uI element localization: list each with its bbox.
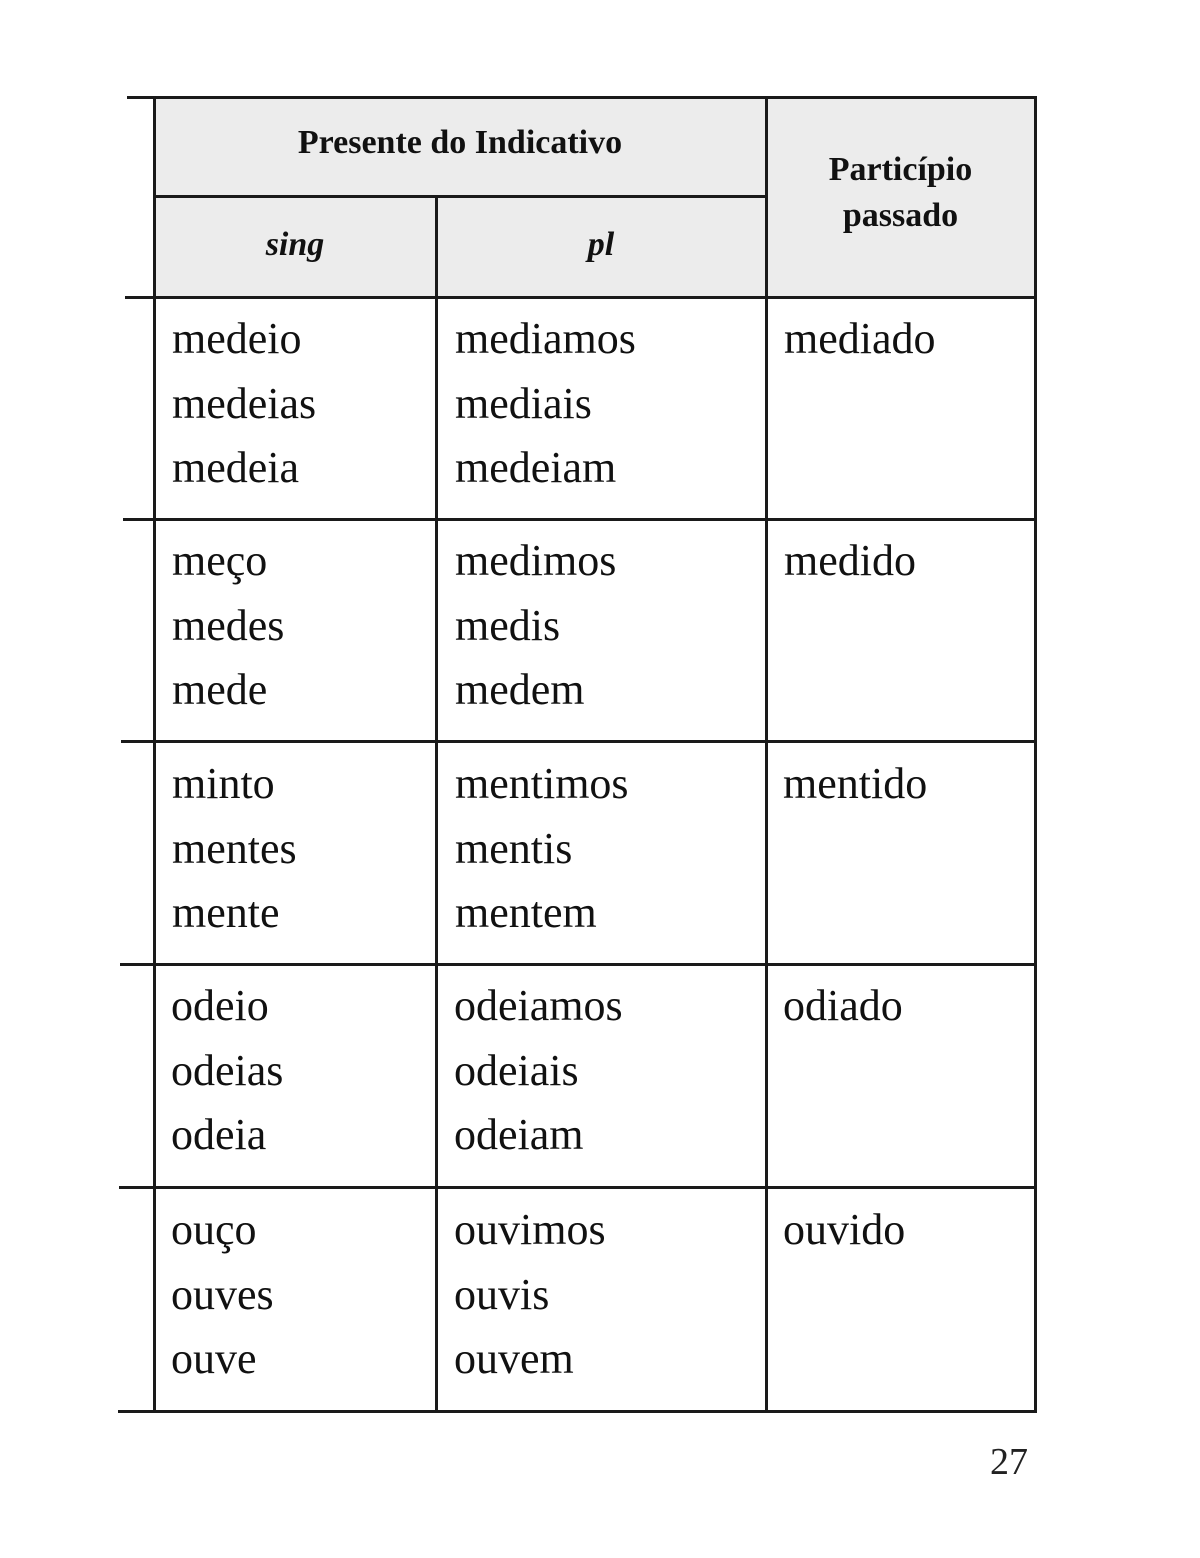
rule-row-2 [121, 740, 1037, 743]
verb-form: medem [455, 665, 585, 714]
rule-col-sing-pl [435, 195, 438, 1413]
row-2-participle [784, 529, 916, 594]
rule-col-right [1034, 96, 1037, 1413]
verb-form: medido [784, 536, 916, 585]
verb-form: odeiamos [454, 981, 623, 1030]
row-4-participle [783, 974, 903, 1039]
verb-form: medeias [172, 378, 317, 428]
row-4-plural [454, 974, 623, 1168]
verb-form: mentido [783, 759, 928, 808]
row-3-participle [783, 752, 927, 817]
verb-form: mente [172, 888, 280, 937]
verb-form: odeiais [454, 1045, 579, 1095]
verb-form: odeiam [454, 1110, 584, 1159]
verb-form: ouço [171, 1205, 257, 1254]
header-present-indicative: Presente do Indicativo [297, 124, 623, 161]
rule-row-4 [119, 1186, 1037, 1189]
verb-form: ouves [171, 1269, 274, 1319]
verb-form: medes [172, 600, 285, 650]
row-5-plural [454, 1198, 606, 1392]
verb-form: odeio [171, 981, 269, 1030]
header-participle-line2: passado [842, 197, 959, 234]
verb-form: ouve [171, 1334, 257, 1383]
row-2-singular [172, 529, 284, 723]
rule-header-bottom [125, 296, 1037, 299]
rule-col-left [153, 96, 156, 1413]
row-1-singular [172, 307, 316, 501]
verb-form: odiado [783, 981, 903, 1030]
row-5-participle [783, 1198, 905, 1263]
verb-form: ouvimos [454, 1205, 606, 1254]
rule-bottom [118, 1410, 1037, 1413]
row-1-plural [455, 307, 636, 501]
page-number: 27 [990, 1441, 1028, 1483]
rule-header-mid [155, 195, 767, 198]
row-2-plural [455, 529, 616, 723]
header-plural: pl [587, 226, 615, 263]
row-3-plural [455, 752, 629, 946]
verb-form: mentis [455, 823, 573, 873]
verb-form: ouvido [783, 1205, 906, 1254]
verb-form: mentem [455, 888, 597, 937]
verb-form: medeio [172, 314, 302, 363]
rule-col-pl-part [765, 96, 768, 1413]
verb-form: medeiam [455, 443, 617, 492]
verb-form: mede [172, 665, 268, 714]
verb-form: odeia [171, 1110, 267, 1159]
verb-form: medeia [172, 443, 300, 492]
rule-top [127, 96, 1037, 99]
verb-form: ouvis [454, 1269, 550, 1319]
verb-form: mentimos [455, 759, 629, 808]
rule-row-1 [123, 518, 1037, 521]
verb-form: medis [455, 600, 561, 650]
rule-row-3 [120, 963, 1037, 966]
verb-form: mediais [455, 378, 592, 428]
verb-form: meço [172, 536, 268, 585]
verb-form: minto [172, 759, 275, 808]
verb-form: ouvem [454, 1334, 574, 1383]
header-singular: sing [265, 226, 325, 263]
verb-form: mediado [784, 314, 936, 363]
row-1-participle [784, 307, 936, 372]
row-3-singular [172, 752, 297, 946]
header-participle-line1: Particípio [828, 151, 973, 188]
verb-form: odeias [171, 1045, 284, 1095]
row-4-singular [171, 974, 283, 1168]
verb-form: medimos [455, 536, 617, 585]
row-5-singular [171, 1198, 274, 1392]
verb-form: mentes [172, 823, 297, 873]
verb-form: mediamos [455, 314, 636, 363]
